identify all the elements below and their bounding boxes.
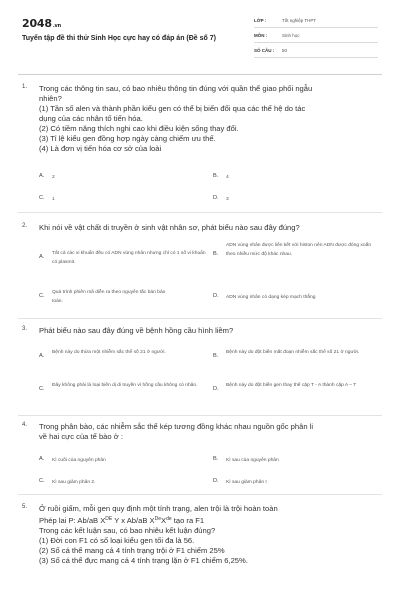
question-3 xyxy=(22,326,378,412)
question-text xyxy=(39,84,379,154)
option-label: D. xyxy=(213,293,219,299)
question-line: (1) Tần số alen và thành phần kiểu gen có thể bị biến đổi qua các thế hệ do tác xyxy=(39,104,306,113)
question-line: (2) Có tiềm năng thích nghi cao khi điều kiện sống thay đổi. xyxy=(39,124,239,133)
site-logo[interactable] xyxy=(22,17,61,30)
question-2 xyxy=(22,223,378,313)
meta-value: 50 xyxy=(282,47,288,53)
option-text: Bệnh này do đột biến gen thay thế cặp T - A thành cặp A – T xyxy=(226,383,357,388)
meta-row-count xyxy=(254,43,378,58)
question-number: 4. xyxy=(22,422,28,428)
option-label: B. xyxy=(213,173,219,179)
superscript: de xyxy=(166,516,172,522)
option-text: Bệnh này do đột biến mất đoạn nhiễm sắc thể số 21 ở người. xyxy=(226,350,360,355)
question-divider xyxy=(18,212,382,213)
document-header xyxy=(0,0,400,72)
meta-value: Tốt nghiệp THPT xyxy=(282,17,317,23)
option-text: Quá trình phiên mã diễn ra theo nguyên tắc bán bảo toàn. xyxy=(52,290,166,304)
question-5 xyxy=(22,504,378,584)
question-line: Trong các thông tin sau, có bao nhiêu thông tin đúng với quần thể giao phối ngẫu xyxy=(39,84,313,93)
question-line: Trong các kết luận sau, có bao nhiêu kết luận đúng? xyxy=(39,526,216,535)
question-number: 2. xyxy=(22,223,28,229)
meta-row-subject xyxy=(254,28,378,43)
option-label: B. xyxy=(213,456,219,462)
question-line: (4) Là đơn vị tiến hóa cơ sở của loài xyxy=(39,144,162,153)
meta-key: MÔN : xyxy=(254,32,268,38)
cross-formula xyxy=(39,514,379,526)
question-text xyxy=(39,422,379,442)
question-divider xyxy=(18,494,382,495)
meta-value: Sinh học xyxy=(282,32,300,38)
question-line: Khi nói về vật chất di truyền ở sinh vật nhân sơ, phát biểu nào sau đây đúng? xyxy=(39,223,300,232)
option-label: C. xyxy=(39,195,45,201)
meta-key: SỐ CÂU : xyxy=(254,47,275,53)
logo-suffix: .vn xyxy=(52,23,61,29)
question-text xyxy=(39,504,379,566)
header-divider xyxy=(18,74,382,75)
cross-part: tạo ra F1 xyxy=(171,516,205,525)
option-text: ADN vùng nhân có dạng kép mạch thẳng xyxy=(226,295,316,300)
superscript: DE xyxy=(105,516,113,522)
option-label: C. xyxy=(39,293,45,299)
meta-key: LỚP : xyxy=(254,17,267,23)
cross-part: Phép lai P: Ab/aB X xyxy=(39,516,106,525)
question-line: (1) Đời con F1 có số loại kiểu gen tối đa là 56. xyxy=(39,536,195,545)
option-label: B. xyxy=(213,251,219,257)
question-divider xyxy=(18,415,382,416)
question-text xyxy=(39,326,379,336)
question-line: (3) Tỉ lệ kiểu gen đồng hợp ngày càng chiếm ưu thế. xyxy=(39,134,216,143)
option-text: 4 xyxy=(226,175,229,180)
question-divider xyxy=(18,318,382,319)
question-line: dụng của các nhân tố tiến hóa. xyxy=(39,114,143,123)
option-text: ADN vùng nhân được liên kết với histon nên ADN được đóng xoắn theo nhiều mức độ khác nhau. xyxy=(226,243,372,257)
option-text: Kì sau giảm phân 2. xyxy=(52,480,96,485)
option-text: Kì sau giảm phân I xyxy=(226,480,267,485)
question-number: 3. xyxy=(22,326,28,332)
option-text: 1 xyxy=(52,197,55,202)
question-text xyxy=(39,223,379,233)
question-line: Trong phân bào, các nhiễm sắc thể kép tương đồng khác nhau nguồn gốc phân li xyxy=(39,422,314,431)
page-title: Tuyển tập đề thi thử Sinh Học cực hay có đáp án (Đề số 7) xyxy=(22,35,216,42)
question-number: 5. xyxy=(22,504,28,510)
question-line: (2) Số cá thể mang cả 4 tính trạng trội ở F1 chiếm 25% xyxy=(39,546,225,555)
question-line: nhiên? xyxy=(39,94,62,103)
question-line: Phát biểu nào sau đây đúng về bệnh hồng cầu hình liềm? xyxy=(39,326,234,335)
question-line: về hai cực của tế bào ở : xyxy=(39,432,123,441)
option-text: Kì sau của nguyên phân xyxy=(226,458,279,463)
option-label: D. xyxy=(213,478,219,484)
question-4 xyxy=(22,422,378,492)
question-line: Ở ruồi giấm, mỗi gen quy định một tính trạng, alen trội là trội hoàn toàn xyxy=(39,504,278,513)
option-text: 2 xyxy=(52,175,55,180)
meta-table xyxy=(254,13,378,58)
option-label: D. xyxy=(213,386,219,392)
cross-part: Y x Ab/aB X xyxy=(112,516,155,525)
superscript: De xyxy=(154,516,161,522)
option-label: C. xyxy=(39,386,45,392)
question-1 xyxy=(22,84,378,209)
question-line: (3) Số cá thể đực mang cả 4 tính trạng lặn ở F1 chiếm 6,25%. xyxy=(39,556,248,565)
option-label: A. xyxy=(39,254,45,260)
logo-text: 2048 xyxy=(22,17,52,30)
option-label: B. xyxy=(213,353,219,359)
option-label: A. xyxy=(39,353,45,359)
cross-part: X xyxy=(161,516,167,525)
option-text: Tất cả các vi khuẩn đều có ADN vùng nhân nhưng chỉ có 1 số vi khuẩn có plasmit. xyxy=(52,251,206,265)
option-label: C. xyxy=(39,478,45,484)
option-text: Bệnh này do thừa một nhiễm sắc thể số 21 ở người. xyxy=(52,350,166,355)
option-text: Đây không phải là loại biến dị di truyền vì hồng cầu không có nhân. xyxy=(52,383,198,388)
option-label: A. xyxy=(39,173,45,179)
option-label: D. xyxy=(213,195,219,201)
option-label: A. xyxy=(39,456,45,462)
option-text: Kì cuối của nguyên phân xyxy=(52,458,106,463)
option-text: 3 xyxy=(226,197,229,202)
meta-row-class xyxy=(254,13,378,28)
question-number: 1. xyxy=(22,84,28,90)
